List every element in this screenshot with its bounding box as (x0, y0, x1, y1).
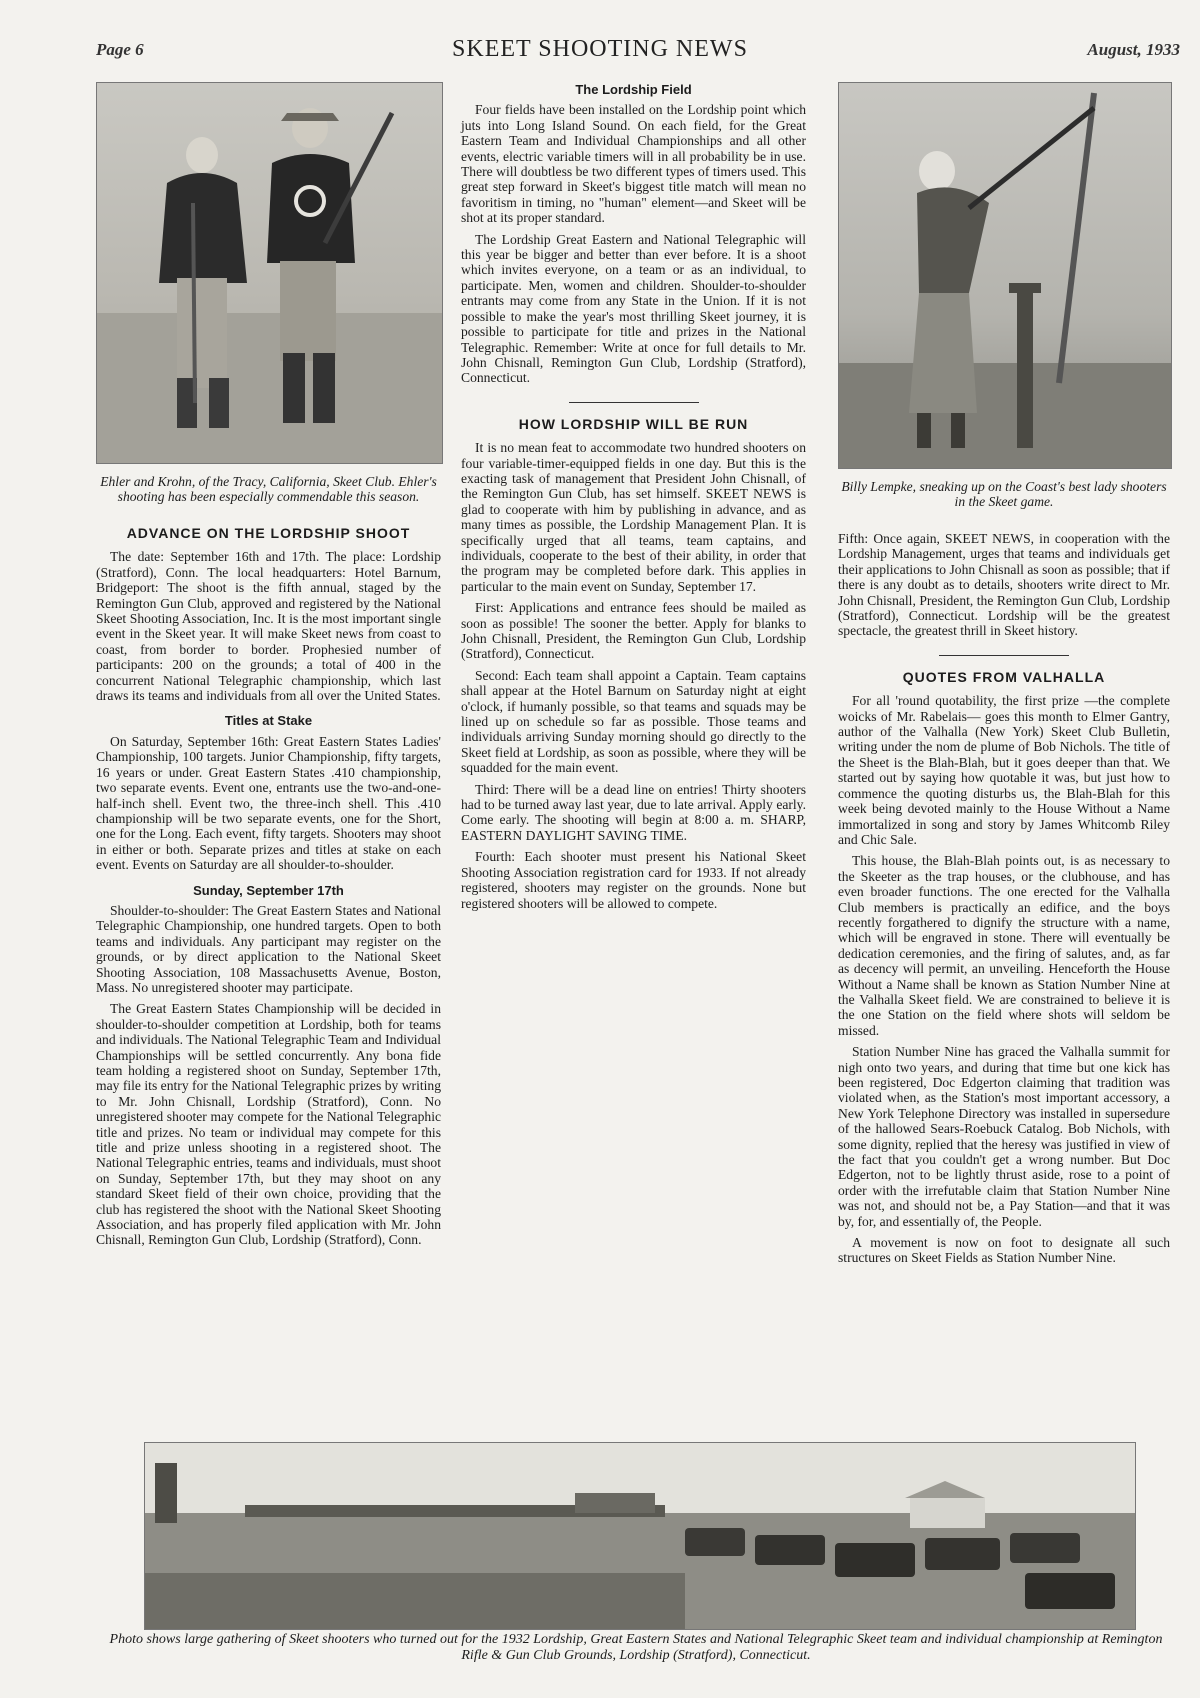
paragraph: The date: September 16th and 17th. The place: Lordship (Stratford), Conn. The local headquarters: Hotel Barnum, Bridgeport: The shoot is the fifth annual, staged by the Remington Gun Club, approved and registered by the National Skeet Shooting Association, Inc. It is the most important single event in the Skeet year. It will make Skeet news from coast to coast, from border to border. Prophesied number of participants: 200 on the grounds; a total of 400 in the concurrent National Telegraphic championship, which last draws its teams and individuals from all over the United States. (96, 549, 441, 704)
photo-caption-lordship-gathering: Photo shows large gathering of Skeet shooters who turned out for the 1932 Lordship, Great Eastern States and National Telegraphic Skeet team and individual championship at Remington Rifle & Gun Club Grounds, Lordship (Stratford), Connecticut. (109, 1632, 1163, 1663)
paragraph: Fourth: Each shooter must present his National Skeet Shooting Association registration card for 1933. If not already registered, shooters may register on the grounds. None but registered shooters will be allowed to compete. (461, 849, 806, 911)
photo-caption-billy-lempke: Billy Lempke, sneaking up on the Coast's best lady shooters in the Skeet game. (841, 479, 1167, 509)
subheading-sunday: Sunday, September 17th (193, 882, 344, 898)
subheading-titles: Titles at Stake (224, 713, 313, 729)
issue-date: August, 1933 (1087, 40, 1180, 59)
paragraph: It is no mean feat to accommodate two hundred shooters on four variable-timer-equipped fields in one day. But this is the exacting task of management that President John Chisnall, of the Remington Gun Club, has set himself. SKEET NEWS is glad to cooperate with him by publishing in advance, and as many times as possible, the Lordship Management Plan. It is specifically urged that all teams, team captains, and individuals, cooperate to the best of their ability, in order that the program may be completed before dark. This applies in particular to the main event on Sunday, September 17. (461, 440, 806, 594)
paragraph: For all 'round quotability, the first prize —the complete woicks of Mr. Rabelais— goes this month to Elmer Gantry, author of the Valhalla (New York) Skeet Club Bulletin, writing under the nom de plume of Bob Nichols. The title of the Sheet is the Blah-Blah, but it goes deeper than that. We started out by saying how quotable it was, but just how to commence the quoting disturbs us, the Blah-Blah for this week being devoted mainly to the House Without a Name immortalized in song and story by James Whitcomb Riley and Chic Sale. (838, 693, 1170, 847)
article-heading-how-run: HOW LORDSHIP WILL BE RUN (518, 415, 749, 432)
crowd-and-cars-illustration (145, 1443, 1135, 1629)
column-3 (838, 82, 1170, 1272)
photo-lordship-gathering (144, 1442, 1136, 1630)
two-shooters-illustration (97, 83, 442, 463)
divider (939, 655, 1069, 656)
paragraph: This house, the Blah-Blah points out, is as necessary to the Skeeter as the trap houses, or the clubhouse, and has even broader functions. The one erected for the Valhalla Club members is practically an edifice, and the boys recently forgathered to dignify the structure with a name, which will be engraved in stone. There will eventually be dedication ceremonies, and the firing of salutes, and, as far as decency will permit, an unveiling. Henceforth the House Without a Name shall be known as Station Number Nine at the Valhalla Skeet field. We are constrained to believe it is the one Station on the field where shots will seldom be missed. (838, 853, 1170, 1038)
paragraph: The Great Eastern States Championship will be decided in shoulder-to-shoulder competition at Lordship, both for teams and individuals. The National Telegraphic Team and Individual Championships will be settled concurrently. Any bona fide team holding a registered shoot on Sunday, September 17th, may file its entry for the National Telegraphic prizes by writing to Mr. John Chisnall, Lordship (Stratford), Conn. No unregistered shooter may compete for the National Telegraphic title and prizes. No team or individual may compete for this title and prize unless shooting in a registered shoot. The National Telegraphic entries, teams and individuals, must shoot on Sunday, September 17th, but they may shoot on any standard Skeet field of their own choice, providing that the club has registered the shoot with the National Skeet Shooting Association, and has properly filed application with Mr. John Chisnall, Remington Gun Club, Lordship (Stratford), Conn. (96, 1001, 441, 1248)
paragraph: Station Number Nine has graced the Valhalla summit for nigh onto two years, and during that time but one kick has been registered, Doc Edgerton claiming that tradition was violated when, as the Station's most important accessory, a New York Telephone Directory was installed in supersedure of the hallowed Sears-Roebuck Catalog. Bob Nichols, with some dignity, replied that the heresy was justified in view of the fact that you couldn't get a wrong number. But Doc Edgerton, not to be lightly thrust aside, rose to a point of order with the irrefutable claim that Station Number Nine was not, and should not be, a Pay Station—and that it was by, for, and essentially of, the People. (838, 1044, 1170, 1229)
masthead-title: SKEET SHOOTING NEWS (452, 36, 748, 62)
paragraph: A movement is now on foot to designate all such structures on Skeet Fields as Station Number Nine. (838, 1235, 1170, 1266)
article-heading-valhalla: QUOTES FROM VALHALLA (902, 668, 1106, 685)
paragraph: The Lordship Great Eastern and National Telegraphic will this year be bigger and better than ever before. It is a shoot which invites everyone, on a team or as an individual, to participate. Men, women and children. Shoulder-to-shoulder entrants may come from any State in the Union. If it is not possible to make the year's most thrilling Skeet journey, it is possible to participate for title and prizes in the National Telegraphic. Remember: Write at once for full details to Mr. John Chisnall, Remington Gun Club, Lordship (Stratford), Connecticut. (461, 231, 806, 386)
paragraph: Second: Each team shall appoint a Captain. Team captains shall appear at the Hotel Barnum on Saturday night at eight o'clock, if humanly possible, so that teams and squads may be lined up on schedule so far as possible. Those teams and individuals arriving Sunday morning should go directly to the Skeet field at Lordship, as soon as possible, where they will be squadded for the main event. (461, 667, 806, 776)
paragraph: Four fields have been installed on the Lordship point which juts into Long Island Sound. On each field, for the Great Eastern Team and Individual Championships and all other events, electric variable timers will in all probability be in use. There will doubtless be two different types of timers used. This great step forward in Skeet's biggest title match will mean no favoritism in timing, no "human" element—and Skeet will be shot at its proper standard. (461, 102, 806, 226)
paragraph: Fifth: Once again, SKEET NEWS, in cooperation with the Lordship Management, urges that teams and individuals get their applications to John Chisnall as soon as possible; that if there is any doubt as to details, shooters write direct to Mr. John Chisnall, President, the Remington Gun Club, Lordship (Stratford), Connecticut. Lordship will be the greatest spectacle, the greatest thrill in Skeet history. (838, 531, 1170, 639)
woman-shooter-illustration (839, 83, 1171, 468)
page-number: Page 6 (96, 40, 144, 59)
divider (569, 402, 699, 403)
paragraph: On Saturday, September 16th: Great Eastern States Ladies' Championship, 100 targets. Junior Championship, fifty targets, 16 years or under. Great Eastern States .410 championship, two separate events. Event one, entrants use the two-and-one-half-inch shell. Event two, the three-inch shell. This .410 championship will be two separate events, one for the Short, one for the Long. Each event, fifty targets. Shooters may shoot in either or both. Separate prizes and titles at stake on each event. Events on Saturday are all shoulder-to-shoulder. (96, 733, 441, 873)
article-heading-advance: ADVANCE ON THE LORDSHIP SHOOT (126, 525, 411, 541)
photo-ehler-krohn (96, 82, 443, 464)
paragraph: Third: There will be a dead line on entries! Thirty shooters had to be turned away last year, due to late arrival. Apply early. Come early. The shooting will begin at 8:00 a. m. SHARP, EASTERN DAYLIGHT SAVING TIME. (461, 781, 806, 843)
paragraph: First: Applications and entrance fees should be mailed as soon as possible! The sooner the better. Apply for blanks to John Chisnall, President, the Remington Gun Club, Lordship (Stratford), Connecticut. (461, 600, 806, 662)
subheading-lordship-field: The Lordship Field (575, 82, 692, 97)
photo-billy-lempke (838, 82, 1172, 469)
photo-caption-ehler-krohn: Ehler and Krohn, of the Tracy, California, Skeet Club. Ehler's shooting has been especially commendable this season. (100, 474, 437, 504)
column-1 (96, 82, 441, 1254)
paragraph: Shoulder-to-shoulder: The Great Eastern States and National Telegraphic Championship, one hundred targets. Open to both teams and individuals. Any participant may register on the grounds, or by direct application to the National Skeet Shooting Association, 108 Massachusetts Avenue, Boston, Mass. No unregistered shooter may participate. (96, 902, 441, 995)
column-2 (461, 82, 806, 917)
